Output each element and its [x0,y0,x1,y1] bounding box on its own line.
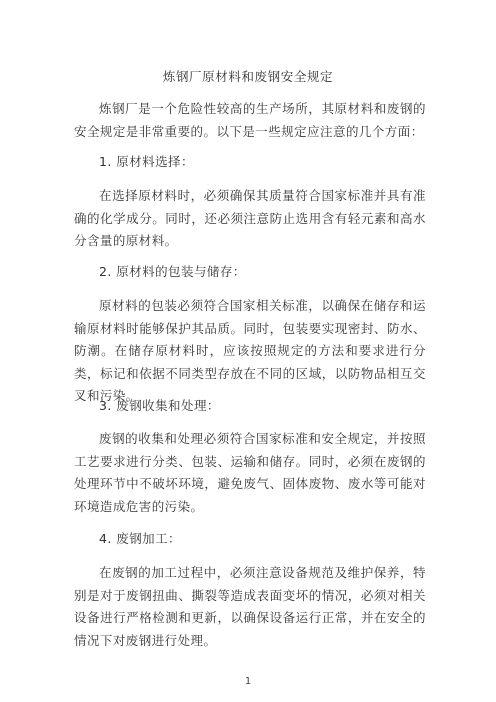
section-heading-1: 1. 原材料选择： [99,154,194,169]
document-title: 炼钢厂原材料和废钢安全规定 [162,69,334,84]
section-body-4: 在废钢的加工过程中，必须注意设备规范及维护保养，特别是对于废钢扭曲、撕裂等造成表面变坏的情况，必须对相关设备进行严格检测和更新，以确保设备运行正常，并在安全的情况下对废钢进行处理。 [74,565,426,648]
intro-paragraph: 炼钢厂是一个危险性较高的生产场所，其原材料和废钢的安全规定是非常重要的。以下是一些规定应注意的几个方面： [74,101,426,139]
section-heading-3: 3. 废钢收集和处理： [99,398,220,413]
section-heading-4: 4. 废钢加工： [99,531,181,546]
page-number: 1 [244,676,252,687]
section-body-3: 废钢的收集和处理必须符合国家标准和安全规定，并按照工艺要求进行分类、包装、运输和储存。同时，必须在废钢的处理环节中不破坏环境，避免废气、固体废物、废水等可能对环境造成危害的污染。 [74,431,426,514]
section-heading-2: 2. 原材料的包装与储存： [99,264,246,279]
section-body-1: 在选择原材料时，必须确保其质量符合国家标准并具有准确的化学成分。同时，还必须注意防止选用含有轻元素和高水分含量的原材料。 [74,188,426,248]
section-body-2: 原材料的包装必须符合国家相关标准，以确保在储存和运输原材料时能够保护其品质。同时，包装要实现密封、防水、防潮。在储存原材料时，应该按照规定的方法和要求进行分类，标记和依据不同类型存放在不同的区域，以防物品相互交叉和污染。 [74,298,426,403]
